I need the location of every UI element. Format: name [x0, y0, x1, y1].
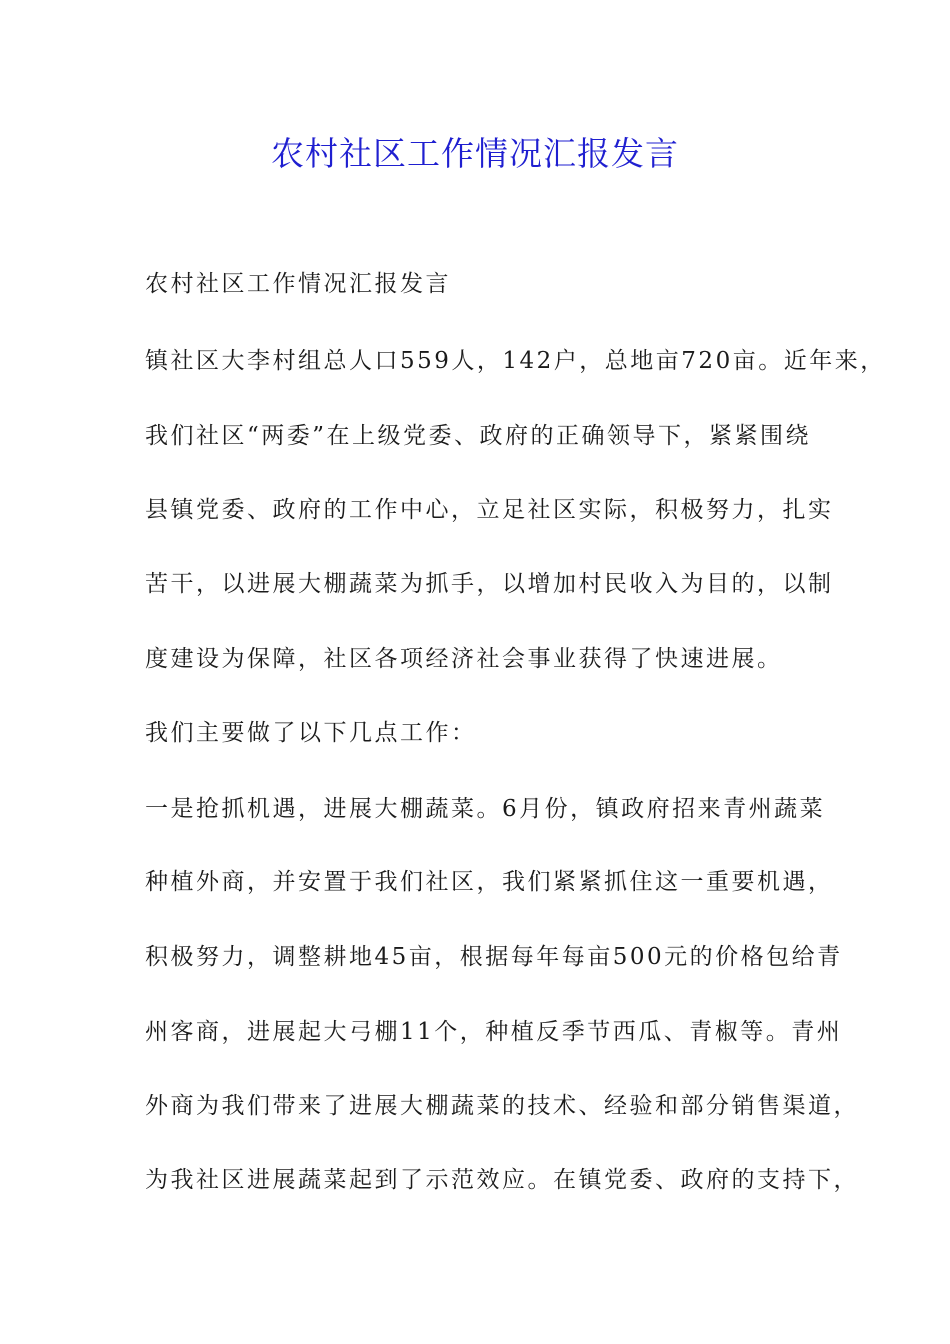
paragraph-line: 我们社区“两委”在上级党委、政府的正确领导下，紧紧围绕 — [145, 423, 812, 449]
paragraph-line: 种植外商，并安置于我们社区，我们紧紧抓住这一重要机遇， — [145, 869, 834, 895]
paragraph-line: 积极努力，调整耕地45亩，根据每年每亩500元的价格包给青 — [145, 944, 843, 970]
document-subtitle: 农村社区工作情况汇报发言 — [145, 271, 451, 297]
paragraph-line: 外商为我们带来了进展大棚蔬菜的技术、经验和部分销售渠道， — [145, 1093, 859, 1119]
paragraph-line: 为我社区进展蔬菜起到了示范效应。在镇党委、政府的支持下， — [145, 1167, 859, 1193]
paragraph-line: 县镇党委、政府的工作中心，立足社区实际，积极努力，扎实 — [145, 497, 834, 523]
paragraph-line: 镇社区大李村组总人口559人，142户，总地亩720亩。近年来， — [145, 348, 886, 374]
paragraph-line: 州客商，进展起大弓棚11个，种植反季节西瓜、青椒等。青州 — [145, 1019, 843, 1045]
paragraph-line: 一是抢抓机遇，进展大棚蔬菜。6月份，镇政府招来青州蔬菜 — [145, 796, 826, 822]
paragraph-line: 度建设为保障，社区各项经济社会事业获得了快速进展。 — [145, 646, 783, 672]
paragraph-line: 苦干，以进展大棚蔬菜为抓手，以增加村民收入为目的，以制 — [145, 571, 834, 597]
paragraph-line: 我们主要做了以下几点工作： — [145, 720, 477, 746]
document-title: 农村社区工作情况汇报发言 — [271, 134, 679, 173]
